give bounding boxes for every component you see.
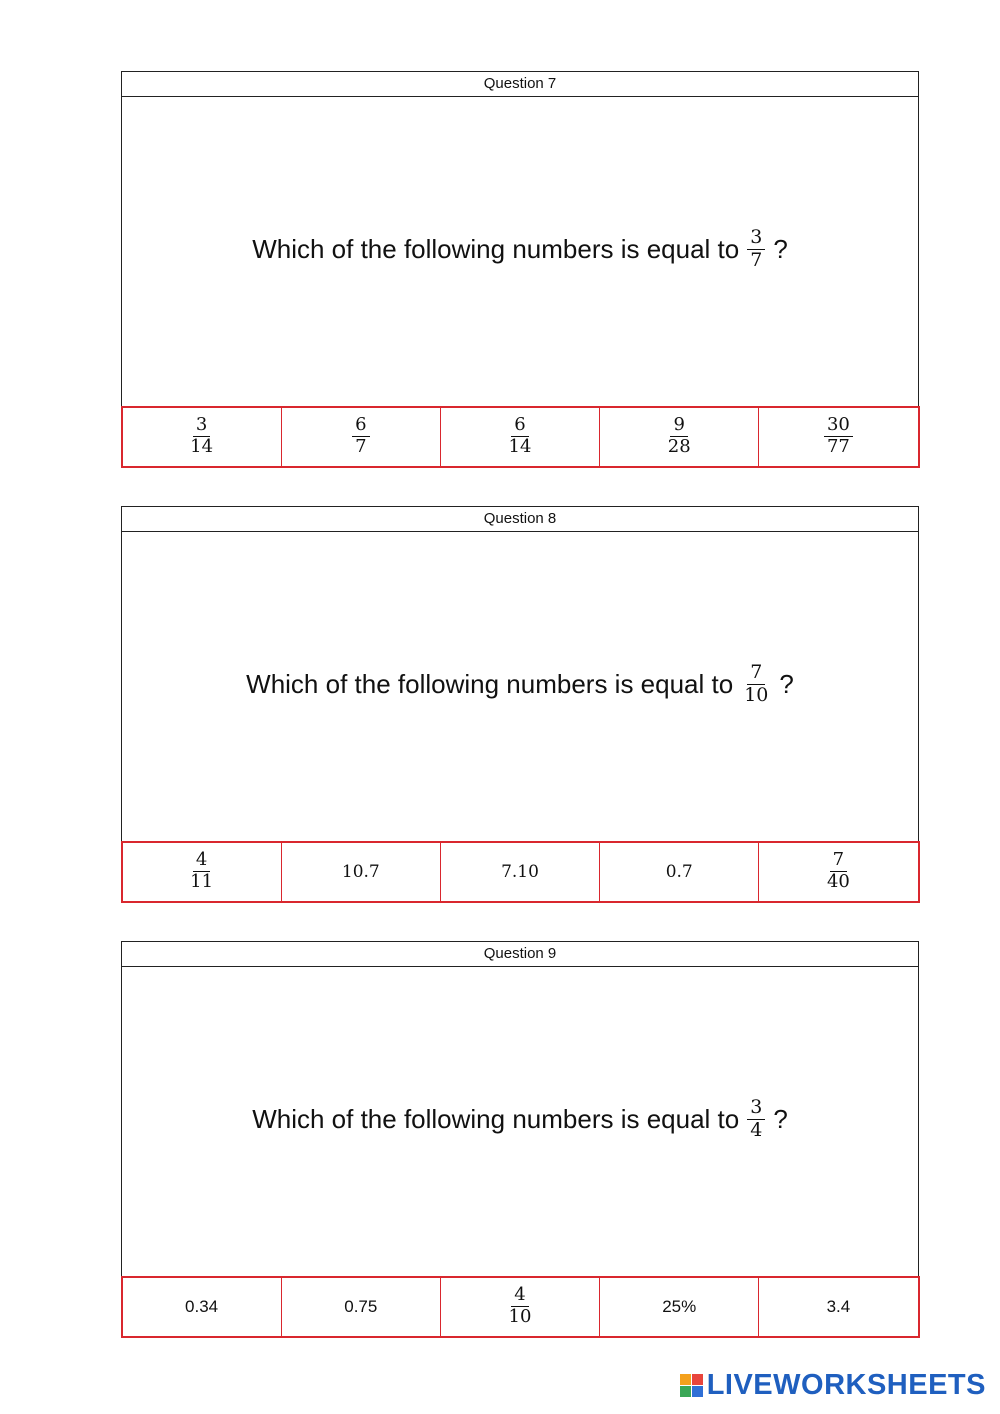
answer-option[interactable] [441, 408, 600, 466]
fraction-denominator: 10 [744, 684, 769, 706]
answer-value: 0.75 [344, 1296, 378, 1316]
liveworksheets-logo [680, 1369, 986, 1402]
question-prompt [252, 1097, 788, 1146]
fraction-denominator: 28 [667, 436, 691, 457]
question-body [122, 532, 918, 841]
fraction-denominator: 10 [508, 1306, 532, 1327]
fraction-denominator: 7 [750, 249, 763, 271]
fraction-denominator: 14 [190, 436, 214, 457]
fraction-denominator: 7 [355, 436, 367, 457]
fraction-denominator: 40 [826, 871, 850, 892]
fraction-numerator: 7 [747, 662, 765, 685]
prompt-text: Which of the following numbers is equal to [252, 234, 740, 264]
fraction-numerator: 3 [747, 1097, 765, 1120]
prompt-fraction [741, 662, 771, 707]
question-prompt [252, 227, 788, 276]
answer-fraction [187, 415, 216, 457]
question-header: Question 9 [122, 942, 918, 967]
prompt-fraction [747, 227, 765, 272]
question-body [122, 97, 918, 406]
fraction-denominator: 14 [508, 436, 532, 457]
logo-text: LIVEWORKSHEETS [706, 1369, 986, 1401]
answer-option[interactable] [282, 843, 441, 901]
answer-option[interactable] [441, 1278, 600, 1336]
prompt-fraction [747, 1097, 765, 1142]
fraction-numerator: 7 [830, 850, 847, 872]
answer-value: 7.10 [501, 861, 539, 882]
prompt-question-mark: ? [773, 234, 788, 264]
prompt-question-mark: ? [773, 1104, 788, 1134]
answer-value: 10.7 [341, 861, 380, 882]
answer-value: 0.7 [665, 861, 693, 882]
answer-value: 25% [662, 1296, 697, 1316]
prompt-question-mark: ? [779, 669, 794, 699]
answer-option[interactable] [123, 843, 282, 901]
fraction-numerator: 9 [670, 415, 687, 437]
fraction-denominator: 77 [826, 436, 850, 457]
prompt-text: Which of the following numbers is equal to [246, 669, 734, 699]
logo-square [692, 1386, 703, 1397]
fraction-numerator: 30 [824, 415, 853, 437]
answer-options [121, 406, 920, 468]
answer-fraction [506, 1285, 535, 1327]
logo-square [680, 1374, 691, 1385]
question-9-card [121, 941, 919, 1337]
fraction-numerator: 4 [511, 1285, 528, 1307]
fraction-numerator: 6 [352, 415, 369, 437]
logo-icon [680, 1374, 703, 1397]
answer-fraction [824, 850, 853, 892]
fraction-denominator: 4 [750, 1119, 763, 1141]
answer-option[interactable] [600, 843, 759, 901]
answer-option[interactable] [600, 1278, 759, 1336]
logo-square [680, 1386, 691, 1397]
answer-option[interactable] [441, 843, 600, 901]
answer-options [121, 841, 920, 903]
fraction-denominator: 11 [190, 871, 214, 892]
answer-option[interactable] [600, 408, 759, 466]
question-body [122, 967, 918, 1276]
answer-fraction [352, 415, 369, 457]
answer-options [121, 1276, 920, 1338]
fraction-numerator: 4 [193, 850, 210, 872]
question-7-card [121, 71, 919, 467]
prompt-text: Which of the following numbers is equal to [252, 1104, 740, 1134]
answer-option[interactable] [282, 1278, 441, 1336]
answer-option[interactable] [759, 843, 917, 901]
answer-option[interactable] [759, 408, 917, 466]
question-header: Question 7 [122, 72, 918, 97]
answer-value: 3.4 [826, 1296, 851, 1316]
answer-value: 0.34 [185, 1296, 219, 1316]
answer-fraction [187, 850, 216, 892]
answer-option[interactable] [282, 408, 441, 466]
fraction-numerator: 6 [511, 415, 528, 437]
answer-option[interactable] [123, 408, 282, 466]
logo-square [692, 1374, 703, 1385]
answer-fraction [506, 415, 535, 457]
question-header: Question 8 [122, 507, 918, 532]
question-prompt [246, 662, 794, 711]
answer-fraction [824, 415, 853, 457]
question-8-card [121, 506, 919, 902]
answer-option[interactable] [123, 1278, 282, 1336]
answer-option[interactable] [759, 1278, 917, 1336]
answer-fraction [665, 415, 694, 457]
fraction-numerator: 3 [747, 227, 765, 250]
fraction-numerator: 3 [193, 415, 210, 437]
